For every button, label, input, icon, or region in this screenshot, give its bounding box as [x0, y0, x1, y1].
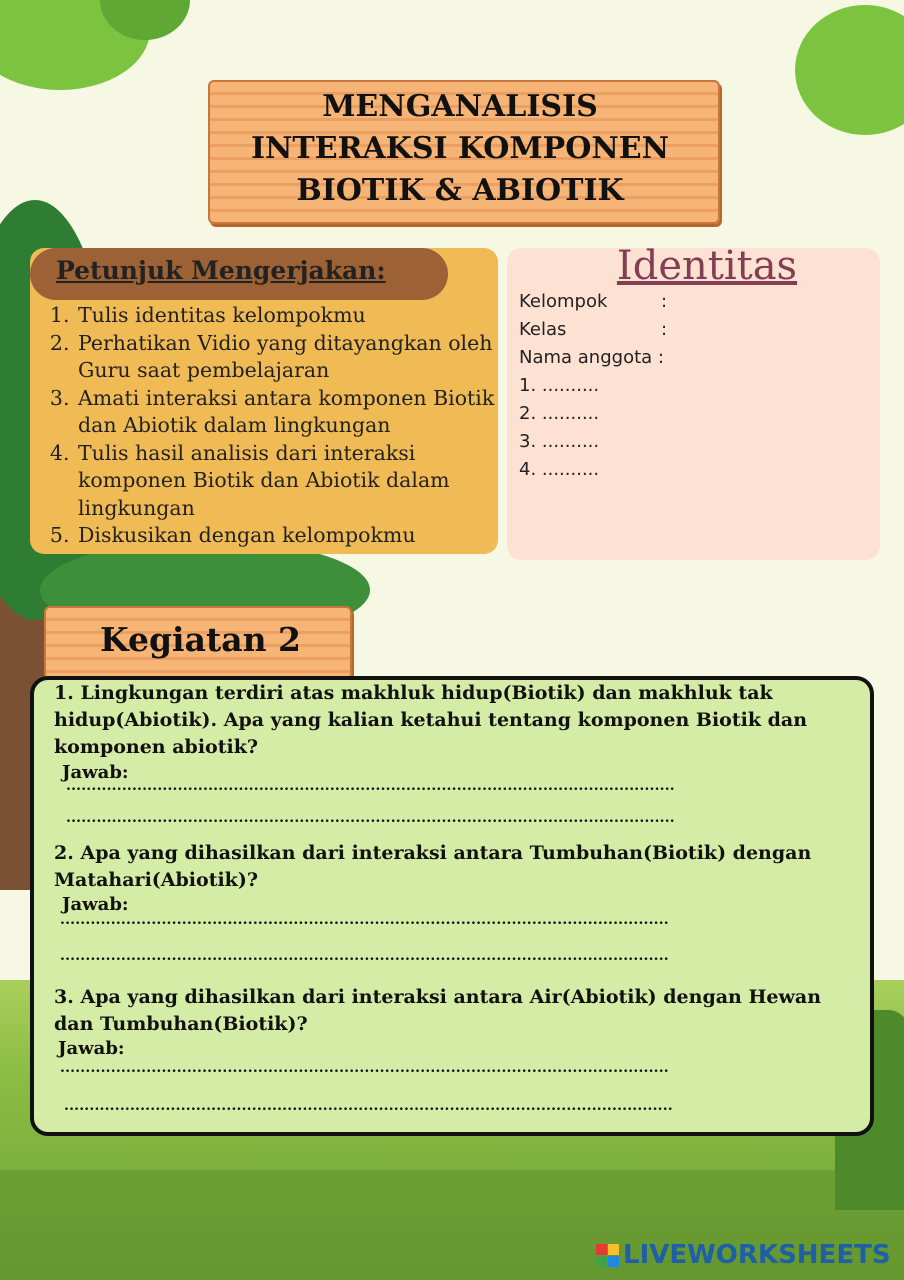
identity-heading: Identitas [616, 243, 798, 289]
brand-name: LIVEWORKSHEETS [623, 1240, 891, 1270]
answer-label: Jawab: [58, 1038, 125, 1059]
page-title [210, 86, 710, 212]
instruction-item: 1. Tulis identitas kelompokmu [76, 302, 516, 330]
title-line-3: BIOTIK & ABIOTIK [296, 173, 624, 208]
member-entry[interactable]: 3. .......... [519, 431, 600, 452]
identity-field-members[interactable] [519, 344, 667, 372]
instruction-item: 4. Tulis hasil analisis dari interaksi komponen Biotik dan Abiotik dalam lingkungan [76, 440, 516, 523]
instruction-item: 2. Perhatikan Vidio yang ditayangkan oleh Guru saat pembelajaran [76, 330, 516, 385]
leaf-cluster-top-right [795, 5, 904, 135]
liveworksheets-brand [596, 1240, 891, 1270]
title-line-2: INTERAKSI KOMPONEN [250, 131, 670, 166]
member-entry[interactable]: 1. .......... [519, 375, 600, 396]
answer-line[interactable]: ........................................................................................................................ [60, 912, 669, 928]
identity-field-label: Nama anggota : [519, 347, 664, 368]
instructions-list [52, 302, 516, 550]
answer-label: Jawab: [62, 894, 129, 915]
identity-field-label: Kelas [519, 319, 567, 340]
identity-fields [519, 288, 667, 484]
member-entry[interactable]: 2. .......... [519, 403, 600, 424]
identity-field-label: Kelompok [519, 291, 608, 312]
instruction-item: 5. Diskusikan dengan kelompokmu [76, 522, 516, 550]
answer-line[interactable]: ........................................................................................................................ [60, 948, 669, 964]
identity-field-separator: : [661, 291, 668, 312]
answer-label: Jawab: [62, 762, 129, 783]
instructions-heading: Petunjuk Mengerjakan: [56, 256, 386, 285]
answer-line[interactable]: ........................................................................................................................ [64, 1098, 673, 1114]
member-entry[interactable]: 4. .......... [519, 459, 600, 480]
identity-field-separator: : [661, 319, 668, 340]
instruction-item: 3. Amati interaksi antara komponen Biotik dan Abiotik dalam lingkungan [76, 385, 516, 440]
title-line-1: MENGANALISIS [322, 89, 598, 124]
activity-label: Kegiatan 2 [100, 620, 302, 659]
question-3: 3. Apa yang dihasilkan dari interaksi antara Air(Abiotik) dengan Hewan dan Tumbuhan(Biotik)? [54, 986, 822, 1035]
question-2: 2. Apa yang dihasilkan dari interaksi antara Tumbuhan(Biotik) dengan Matahari(Abiotik)? [54, 842, 812, 891]
identity-field-class[interactable] [519, 316, 667, 344]
answer-line[interactable]: ........................................................................................................................ [66, 778, 675, 794]
answer-line[interactable]: ........................................................................................................................ [66, 810, 675, 826]
question-1: 1. Lingkungan terdiri atas makhluk hidup(Biotik) dan makhluk tak hidup(Abiotik). Apa yang kalian ketahui tentang komponen Biotik dan komponen abiotik? [54, 682, 808, 758]
liveworksheets-logo-icon [596, 1244, 619, 1267]
identity-field-group[interactable] [519, 288, 667, 316]
answer-line[interactable]: ........................................................................................................................ [60, 1060, 669, 1076]
